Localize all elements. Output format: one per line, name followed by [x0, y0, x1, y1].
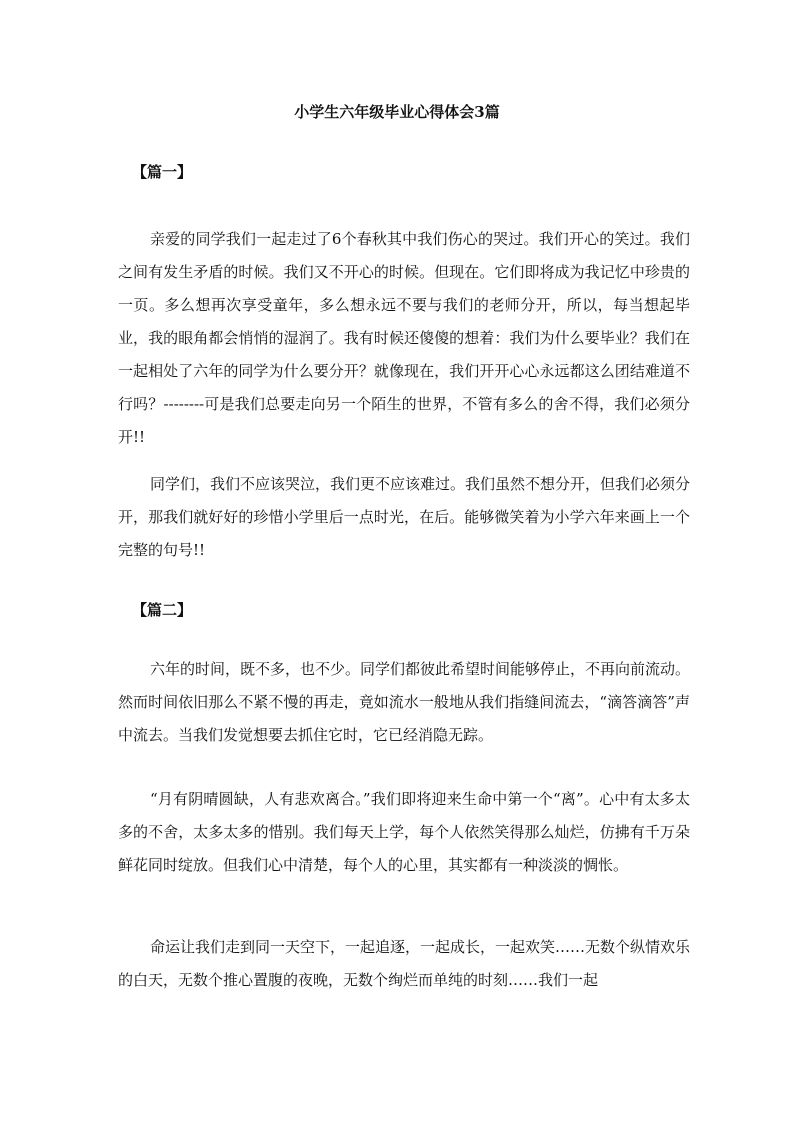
section-heading-1: 【篇一】	[132, 163, 193, 181]
section-heading-2: 【篇二】	[132, 601, 193, 619]
paragraph-2-3: 命运让我们走到同一天空下，一起追逐，一起成长，一起欢笑……无数个纵情欢乐的白天，无数个推心置腹的夜晚，无数个绚烂而单纯的时刻……我们一起	[118, 938, 691, 989]
paragraph-1-2: 同学们，我们不应该哭泣，我们更不应该难过。我们虽然不想分开，但我们必须分开，那我们就好好的珍惜小学里后一点时光，在后。能够微笑着为小学六年来画上一个完整的句号!!	[118, 475, 691, 559]
paragraph-1-1: 亲爱的同学我们一起走过了6个春秋其中我们伤心的哭过。我们开心的笑过。我们之间有发生矛盾的时候。我们又不开心的时候。但现在。它们即将成为我记忆中珍贵的一页。多么想再次享受童年，多么想永远不要与我们的老师分开，所以，每当想起毕业，我的眼角都会悄悄的湿润了。我有时候还傻傻的想着：我们为什么要毕业？我们在一起相处了六年的同学为什么要分开？就像现在，我们开开心心永远都这么团结难道不行吗？--------可是我们总要走向另一个陌生的世界，不管有多么的舍不得，我们必须分开!!	[118, 230, 690, 446]
paragraph-2-2: “月有阴晴圆缺，人有悲欢离合。”我们即将迎来生命中第一个“离”。心中有太多太多的不舍，太多太多的惜别。我们每天上学，每个人依然笑得那么灿烂，仿拂有千万朵鲜花同时绽放。但我们心中清楚，每个人的心里，其实都有一种淡淡的惆怅。	[118, 790, 690, 874]
page-title: 小学生六年级毕业心得体会3篇	[294, 103, 500, 121]
paragraph-2-1: 六年的时间，既不多，也不少。同学们都彼此希望时间能够停止，不再向前流动。然而时间依旧那么不紧不慢的再走，竟如流水一般地从我们指缝间流去，“滴答滴答”声中流去。当我们发觉想要去抓住它时，它已经消隐无踪。	[118, 660, 691, 744]
